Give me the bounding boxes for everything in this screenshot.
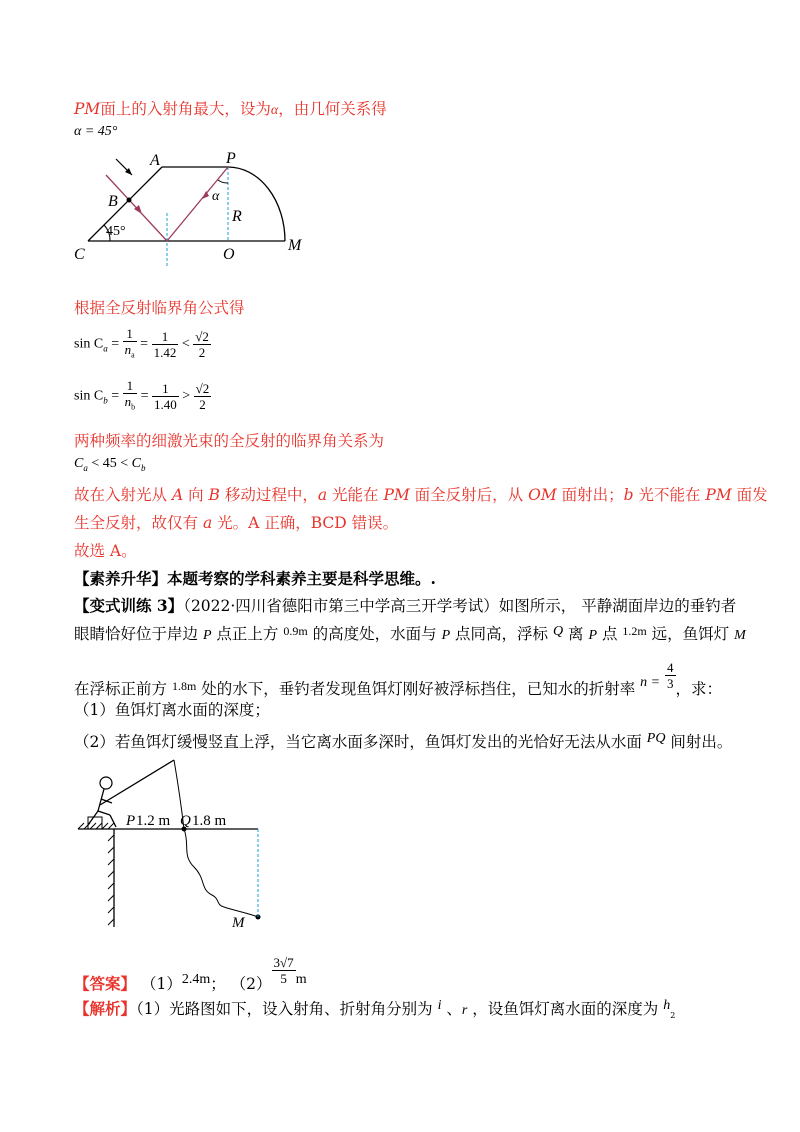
conclusion-line-2: 生全反射，故仅有 a 光。A 正确，BCD 错误。 bbox=[74, 514, 399, 532]
question-2: （2）若鱼饵灯缓慢竖直上浮，当它离水面多深时，鱼饵灯发出的光恰好无法从水面 PQ 间射出。 bbox=[74, 731, 733, 751]
bianshi-line-1: 【变式训练 3】（2022·四川省德阳市第三中学高三开学考试）如图所示， 平静湖面岸边的垂钓者 bbox=[74, 596, 737, 615]
fig2-label-q: Q bbox=[180, 813, 191, 829]
label-o: O bbox=[223, 246, 235, 263]
label-b: B bbox=[108, 193, 118, 210]
fig2-label-d2: 1.8 m bbox=[192, 813, 227, 829]
label-45deg: 45° bbox=[106, 224, 126, 239]
suyang-section: 【素养升华】本题考察的学科素养主要是科学思维。. bbox=[74, 569, 436, 588]
equation-sin-cb: $\sin C_b$ = $\frac{1}{n_b}$ = $\frac{1}{1.40}$ > $\frac{√2}{2}$ bbox=[74, 378, 210, 412]
fig2-label-p: P bbox=[126, 813, 136, 829]
alpha-equation: α = 45° bbox=[74, 124, 118, 139]
equation-sin-ca: $\sin C_a$ = $\frac{1}{n_a}$ = $\frac{1}{1.42}$ < $\frac{√2}{2}$ bbox=[74, 326, 209, 360]
fishing-diagram bbox=[70, 755, 270, 930]
bianshi-line-2: 眼睛恰好位于岸边 P 点正上方 $^{0.9m}$ 的高度处，水面与 P 点同高，浮标 Q 离 P 点 $^{1.2m}$ 远，鱼饵灯 M bbox=[74, 624, 746, 643]
question-1: （1）鱼饵灯离水面的深度； bbox=[74, 701, 270, 719]
bianshi-line-3: 在浮标正前方 $^{1.8m}$ 处的水下，垂钓者发现鱼饵灯刚好被浮标挡住，已知水的折射率 n = $\frac{4}{3}$ ，求： bbox=[74, 660, 723, 698]
label-c: C bbox=[74, 246, 85, 263]
label-m: M bbox=[288, 237, 302, 254]
analysis-line: 【解析】（1）光路图如下，设入射角、折射角分别为 i 、r ，设鱼饵灯离水面的深度为 $h_2$ bbox=[74, 998, 676, 1021]
critical-angle-intro: 根据全反射临界角公式得 bbox=[74, 299, 245, 317]
label-a: A bbox=[150, 152, 160, 169]
choice-answer: 故选 A。 bbox=[74, 542, 137, 560]
critical-angle-relation: $C_a < 45 < C_b$ bbox=[74, 456, 146, 473]
fig2-label-d1: 1.2 m bbox=[136, 813, 171, 829]
prism-diagram bbox=[70, 145, 330, 270]
relation-intro: 两种频率的细激光束的全反射的临界角关系为 bbox=[74, 432, 385, 450]
answer-line: 【答案】 （1）2.4m； （2） $\frac{3√7}{5}$ m bbox=[74, 955, 307, 993]
fig2-label-m: M bbox=[232, 915, 245, 930]
conclusion-line-1: 故在入射光从 A 向 B 移动过程中，a 光能在 PM 面全反射后，从 OM 面射出；b 光不能在 PM 面发 bbox=[74, 486, 768, 504]
line-pm-incidence: PM面上的入射角最大，设为α，由几何关系得 bbox=[74, 100, 387, 118]
label-alpha: α bbox=[212, 189, 220, 204]
label-p: P bbox=[226, 150, 236, 167]
label-r: R bbox=[232, 208, 242, 225]
